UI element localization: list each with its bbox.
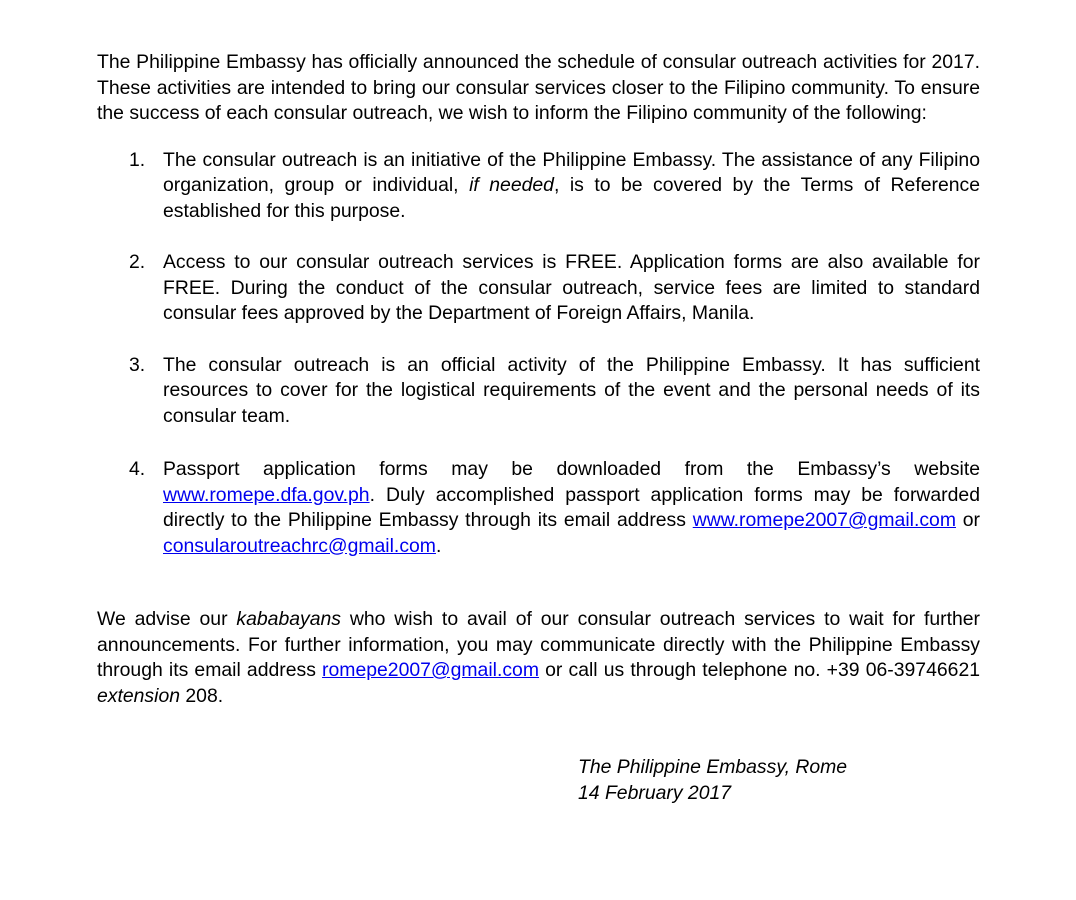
signature-date: 14 February 2017: [578, 781, 732, 804]
item-4-text-c: or: [955, 509, 980, 531]
closing-text-c: or call us through telephone no. +39 06-39746621: [538, 659, 981, 681]
list-item-3: [97, 353, 980, 430]
email-link-romepe[interactable]: www.romepe2007@gmail.com: [692, 509, 956, 531]
item-2-text: Access to our consular outreach services is FREE. Application forms are also available for FREE. During the conduct of the consular outreach, service fees are limited to standard consular fees approved by the Department of Foreign Affairs, Manila.: [163, 251, 980, 324]
closing-email-link[interactable]: romepe2007@gmail.com: [322, 659, 539, 681]
signature-block: [578, 755, 847, 806]
closing-paragraph: [97, 607, 980, 709]
list-number-1: 1.: [129, 148, 146, 171]
signature-line-1: The Philippine Embassy, Rome: [578, 756, 848, 778]
list-item-2: [97, 250, 980, 327]
item-4-text-a: Passport application forms may be downloaded from the Embassy’s website: [163, 458, 980, 480]
intro-paragraph: The Philippine Embassy has officially announced the schedule of consular outreach activities for 2017. These activities are intended to bring our consular services closer to the Filipino community. To ensure the success of each consular outreach, we wish to inform the Filipino community of the following:: [97, 51, 980, 124]
list-number-2: 2.: [129, 251, 146, 273]
document-body: [97, 50, 980, 709]
closing-italic-extension: extension: [97, 684, 181, 707]
list-item-4: [97, 457, 980, 559]
item-3-text: The consular outreach is an official activity of the Philippine Embassy. It has sufficient resources to cover for the logistical requirements of the event and the personal needs of its consular team.: [163, 353, 980, 427]
item-1-italic: if needed: [469, 174, 554, 196]
notice-list: [97, 148, 980, 560]
list-item-1: [97, 148, 980, 225]
website-link[interactable]: www.romepe.dfa.gov.ph: [163, 483, 370, 506]
item-1-text-a: The consular outreach is an initiative of the Philippine Embassy. The assistance of any Filipino organization, group or individual,: [163, 148, 980, 196]
closing-text-a: We advise our: [97, 608, 237, 630]
list-number-4: 4.: [129, 458, 146, 480]
item-4-text-b: . Duly accomplished passport application forms may be forwarded directly to the Philippine Embassy through its email address: [163, 483, 980, 531]
item-4-text-d: .: [435, 534, 442, 557]
closing-text-b: who wish to avail of our consular outreach services to wait for further announcements. For further information, you may communicate directly with the Philippine Embassy through its email address: [97, 608, 980, 681]
closing-text-d: 208.: [180, 684, 224, 707]
email-link-outreach[interactable]: consularoutreachrc@gmail.com: [163, 534, 436, 557]
item-1-text-b: , is to be covered by the Terms of Reference established for this purpose.: [163, 174, 980, 222]
list-number-3: 3.: [129, 353, 146, 376]
closing-italic-kababayans: kababayans: [236, 608, 341, 630]
